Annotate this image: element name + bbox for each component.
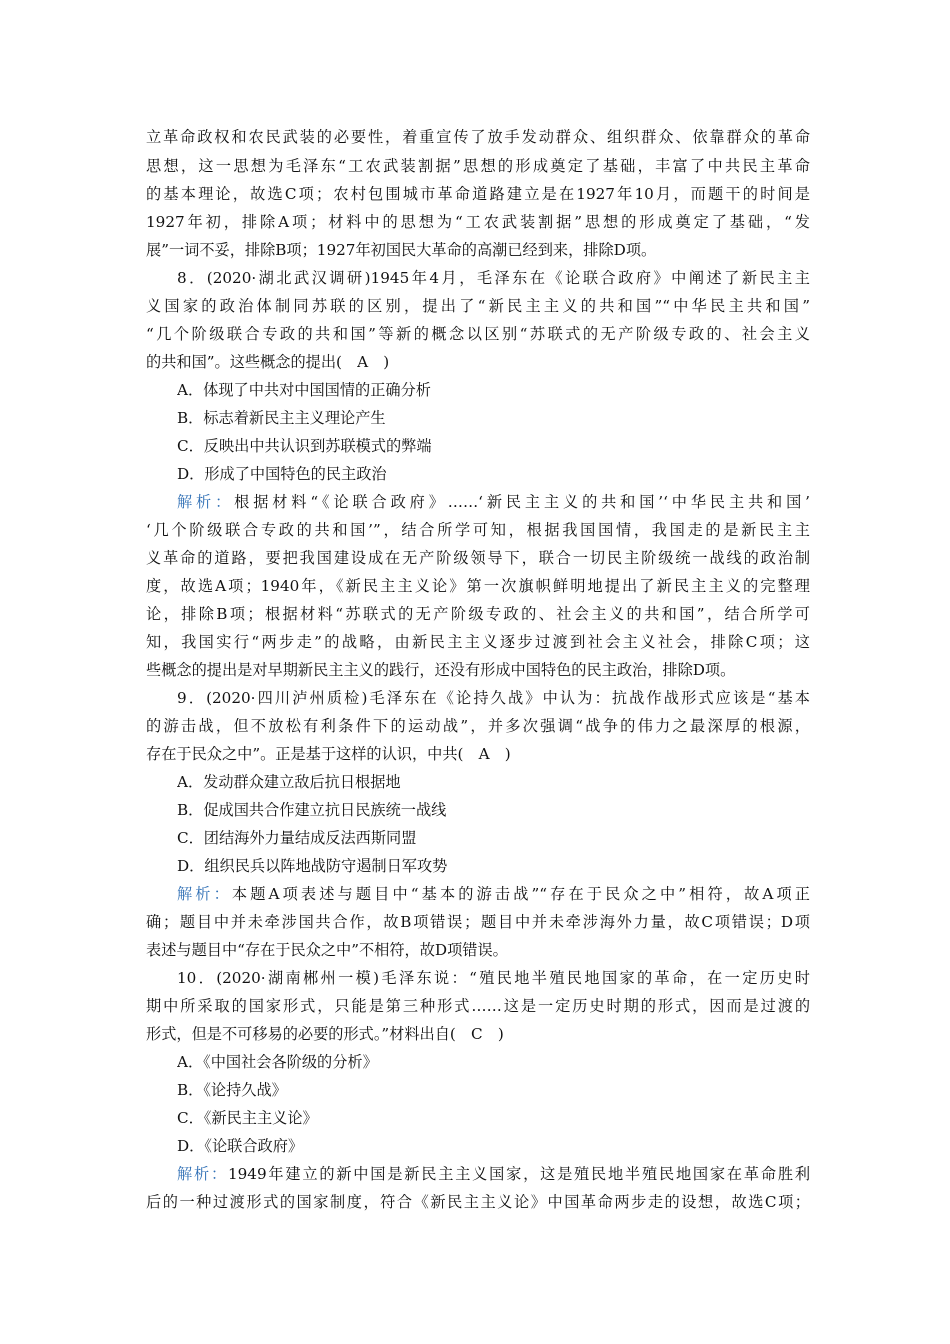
question-8-option-b: B．标志着新民主主义理论产生 (177, 409, 386, 427)
analysis-label: 解析： (177, 493, 235, 511)
question-8-option-c: C．反映出中共认识到苏联模式的弊端 (177, 437, 432, 455)
question-9-option-d: D．组织民兵以阵地战防守遏制日军攻势 (177, 857, 448, 875)
question-8-analysis: 论，排除B项；根据材料“苏联式的无产阶级专政的、社会主义的共和国”，结合所学可 (146, 605, 810, 623)
question-9-option-a: A．发动群众建立敌后抗日根据地 (177, 773, 401, 791)
question-8-option-a: A．体现了中共对中国国情的正确分析 (177, 381, 431, 399)
analysis-text: 本题A项表述与题目中“基本的游击战”“存在于民众之中”相符，故A项正 (231, 885, 810, 903)
question-10-option-d: D．《论联合政府》 (177, 1137, 304, 1155)
text-line: 思想，这一思想为毛泽东“工农武装割据”思想的形成奠定了基础，丰富了中共民主革命 (146, 157, 810, 175)
question-9-analysis (177, 883, 810, 905)
question-9-stem: 9．(2020·四川泸州质检)毛泽东在《论持久战》中认为：抗战作战形式应该是“基本 (177, 689, 810, 707)
question-9-analysis: 表述与题目中“存在于民众之中”不相符，故D项错误。 (146, 941, 508, 959)
question-10-option-a: A．《中国社会各阶级的分析》 (177, 1053, 378, 1071)
question-8-stem: 的共和国”。这些概念的提出( A ) (146, 353, 390, 371)
question-8-stem: “几个阶级联合专政的共和国”等新的概念以区别“苏联式的无产阶级专政的、社会主义 (146, 325, 810, 343)
question-10-option-c: C．《新民主主义论》 (177, 1109, 318, 1127)
analysis-label: 解析： (177, 1165, 228, 1183)
question-8-option-d: D．形成了中国特色的民主政治 (177, 465, 387, 483)
question-9-stem: 存在于民众之中”。正是基于这样的认识，中共( A ) (146, 745, 511, 763)
question-10-stem: 形式，但是不可移易的必要的形式。”材料出自( C ) (146, 1025, 504, 1043)
text-line: 立革命政权和农民武装的必要性，着重宣传了放手发动群众、组织群众、依靠群众的革命 (146, 128, 810, 146)
question-8-analysis: 些概念的提出是对早期新民主主义的践行，还没有形成中国特色的民主政治，排除D项。 (146, 661, 736, 679)
question-8-analysis: 度，故选A项；1940年，《新民主主义论》第一次旗帜鲜明地提出了新民主主义的完整理 (146, 577, 810, 595)
question-8-stem: 义国家的政治体制同苏联的区别，提出了“新民主主义的共和国”“中华民主共和国” (146, 297, 810, 315)
question-10-option-b: B．《论持久战》 (177, 1081, 287, 1099)
question-9-option-c: C．团结海外力量结成反法西斯同盟 (177, 829, 417, 847)
question-10-analysis (177, 1163, 810, 1185)
question-9-option-b: B．促成国共合作建立抗日民族统一战线 (177, 801, 447, 819)
question-10-analysis: 后的一种过渡形式的国家制度，符合《新民主主义论》中国革命两步走的设想，故选C项； (146, 1193, 810, 1211)
question-8-stem: 8．(2020·湖北武汉调研)1945年4月，毛泽东在《论联合政府》中阐述了新民主主 (177, 269, 810, 287)
question-8-analysis: ‘几个阶级联合专政的共和国’”，结合所学可知，根据我国国情，我国走的是新民主主 (146, 521, 810, 539)
text-line: 1927年初，排除A项；材料中的思想为“工农武装割据”思想的形成奠定了基础，“发 (146, 213, 810, 231)
analysis-text: 根据材料“《论联合政府》……‘新民主主义的共和国’‘中华民主共和国’ (234, 493, 810, 511)
question-10-stem: 10．(2020·湖南郴州一模)毛泽东说：“殖民地半殖民地国家的革命，在一定历史时 (177, 969, 810, 987)
text-line: 展”一词不妥，排除B项；1927年初国民大革命的高潮已经到来，排除D项。 (146, 241, 657, 259)
text-line: 的基本理论，故选C项；农村包围城市革命道路建立是在1927年10月，而题干的时间是 (146, 185, 810, 203)
question-9-stem: 的游击战，但不放松有利条件下的运动战”，并多次强调“战争的伟力之最深厚的根源， (146, 717, 810, 735)
question-9-analysis: 确；题目中并未牵涉国共合作，故B项错误；题目中并未牵涉海外力量，故C项错误；D项 (146, 913, 810, 931)
analysis-label: 解析： (177, 885, 232, 903)
question-8-analysis (177, 491, 810, 513)
question-8-analysis: 知，我国实行“两步走”的战略，由新民主主义逐步过渡到社会主义社会，排除C项；这 (146, 633, 810, 651)
question-8-analysis: 义革命的道路，要把我国建设成在无产阶级领导下，联合一切民主阶级统一战线的政治制 (146, 549, 810, 567)
analysis-text: 1949年建立的新中国是新民主主义国家，这是殖民地半殖民地国家在革命胜利 (227, 1165, 810, 1183)
question-10-stem: 期中所采取的国家形式，只能是第三种形式……这是一定历史时期的形式，因而是过渡的 (146, 997, 810, 1015)
